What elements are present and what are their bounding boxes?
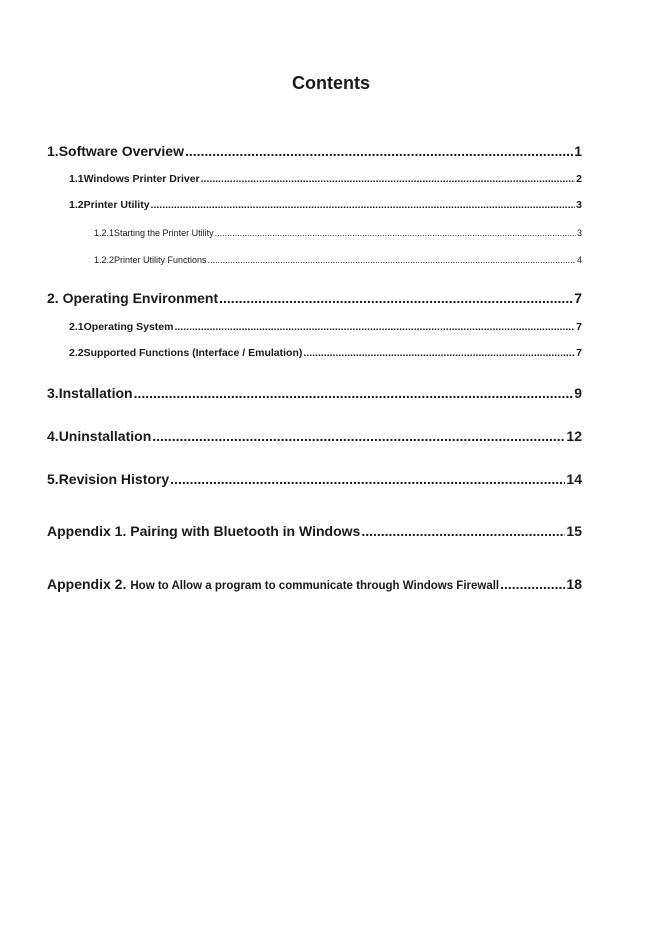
toc-label: Uninstallation [58,428,152,444]
toc-leader [361,523,565,539]
toc-entry[interactable] [47,428,582,444]
toc-number: 1.1 [69,173,84,185]
toc-entry[interactable] [47,290,582,306]
toc-number: 1.2.2 [94,255,115,265]
toc-number: 3. [47,385,59,401]
toc-page-number: 15 [566,523,582,539]
toc-page-number: 1 [574,143,582,159]
toc-number: 4. [47,428,59,444]
contents-title: Contents [292,73,370,93]
toc-leader [500,576,565,592]
toc-label: Supported Functions (Interface / Emulation) [83,347,303,359]
toc-leader [208,255,576,265]
toc-entry[interactable] [69,199,582,211]
toc-entry[interactable] [94,228,582,238]
toc-leader [134,385,574,401]
toc-number: 2.2 [69,347,84,359]
toc-page-number: 18 [566,576,582,592]
toc-label: Revision History [58,471,170,487]
toc-leader [303,347,575,359]
toc-label: Printer Utility Functions [114,255,207,265]
toc-leader [151,199,576,211]
toc-page-number: 12 [566,428,582,444]
toc-entry[interactable] [47,143,582,159]
toc-leader [185,143,573,159]
toc-label: Printer Utility [83,199,150,211]
toc-entry[interactable] [94,255,582,265]
toc-label: Software Overview [58,143,184,159]
toc-page-number: 7 [576,321,582,333]
toc-page-number: 14 [566,471,582,487]
toc-leader [201,173,576,185]
toc-number: 5. [47,471,59,487]
toc-page-number: 7 [574,290,582,306]
toc-leader [219,290,573,306]
toc-entry[interactable] [47,471,582,487]
toc-entry[interactable] [69,347,582,359]
toc-number: 1.2.1 [94,228,115,238]
toc-page-number: 2 [576,173,582,185]
toc-page-number: 7 [576,347,582,359]
toc-entry[interactable] [47,576,582,592]
toc-label: How to Allow a program to communicate through Windows Firewall [130,580,500,592]
toc-page-number: 3 [576,199,582,211]
toc-number: Appendix 2. [47,576,127,592]
toc-page-number: 4 [576,255,582,265]
toc-number: 1.2 [69,199,84,211]
toc-leader [215,228,576,238]
toc-entry[interactable] [69,173,582,185]
toc-label: Appendix 1. Pairing with Bluetooth in Windows [47,523,361,539]
toc-page-number: 9 [574,385,582,401]
toc-leader [170,471,565,487]
toc-label: Operating System [83,321,174,333]
toc-label: Installation [58,385,133,401]
toc-entry[interactable] [47,385,582,401]
toc-leader [174,321,575,333]
toc-entry[interactable] [47,523,582,539]
toc-page-number: 3 [576,228,582,238]
toc-entry[interactable] [69,321,582,333]
toc-number: 2.1 [69,321,84,333]
toc-label: Starting the Printer Utility [114,228,214,238]
toc-leader [152,428,565,444]
toc-number: 1. [47,143,59,159]
toc-label: 2. Operating Environment [47,290,219,306]
toc-label: Windows Printer Driver [83,173,200,185]
